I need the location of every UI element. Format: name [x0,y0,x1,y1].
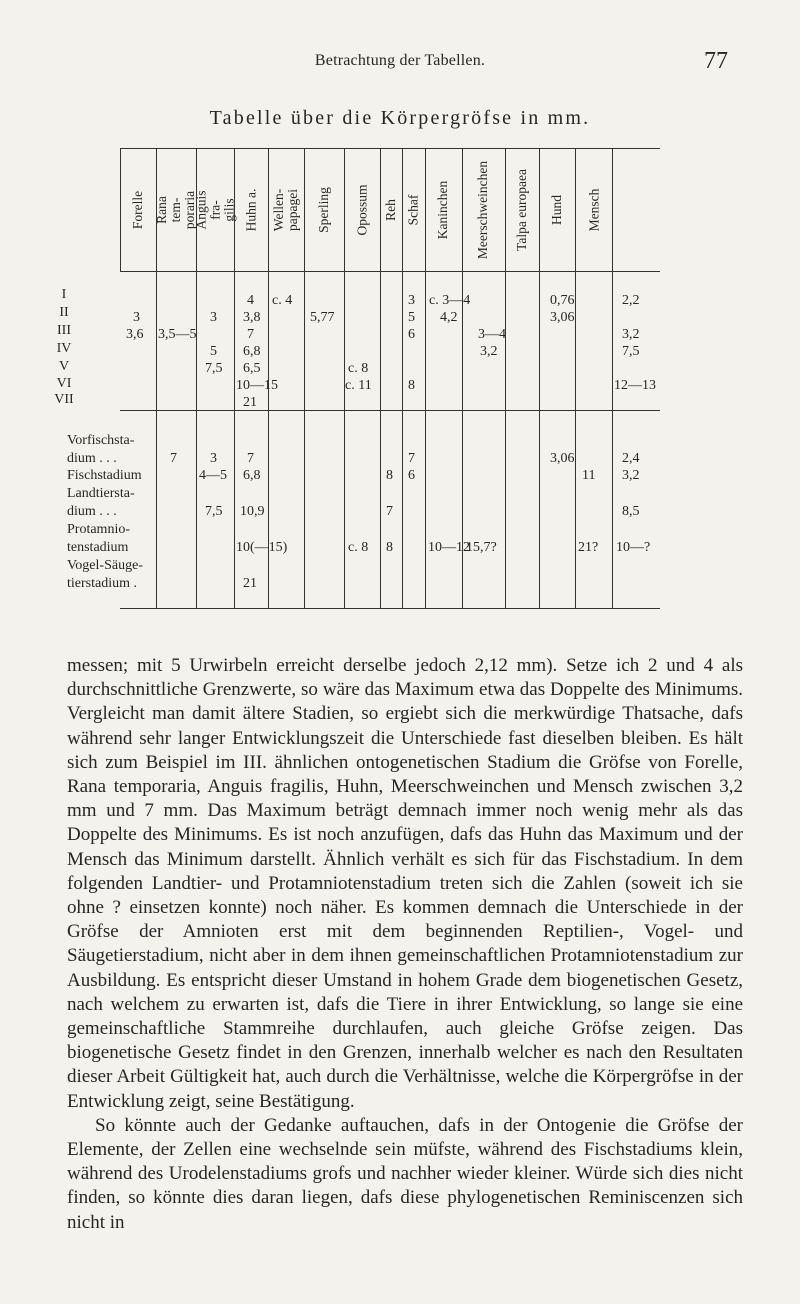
table-cell: 5 [408,310,415,325]
table-cell: 7 [247,451,254,466]
body-text [67,654,743,1235]
column-header-kaninchen: Kaninchen [435,180,451,240]
table-rule-top [120,148,660,149]
table-cell: 8 [386,468,393,483]
row-label: VII [54,392,74,407]
row-label: Fischstadium [67,468,142,483]
column-header-mensch: Mensch [586,188,601,232]
row-label: I [61,287,67,302]
table-title: Tabelle über die Körpergröfse in mm. [209,107,591,129]
table-cell: 3,5—5 [158,327,197,342]
row-label: tierstadium . [67,576,137,591]
table-cell: c. 8 [348,361,369,376]
table-rule-middle [120,410,660,411]
table-cell: 3—4 [478,327,506,342]
table-divider [575,148,576,608]
table-cell: 10,9 [240,504,265,519]
table-cell: 6,8 [243,468,261,483]
table-cell: c. 3—4 [429,293,471,308]
table-cell: 12—13 [614,378,656,393]
table-divider [304,148,305,608]
table-cell: c. 8 [348,540,369,555]
table-cell: 21? [578,540,599,555]
row-label: V [58,359,70,374]
column-header-schaf: Schaf [405,194,420,226]
table-cell: 6 [408,327,415,342]
table-cell: 10—? [616,540,651,555]
table-cell: 3,2 [622,327,640,342]
table-cell: 7 [386,504,393,519]
page-number: 77 [704,48,728,74]
column-header-sperling: Sperling [316,187,331,233]
row-label: VI [56,376,72,391]
table-cell: 10(—15) [236,540,288,555]
table-rule-header [120,271,660,272]
table-cell: c. 4 [272,293,293,308]
table-cell: 5,77 [310,310,335,325]
table-cell: 8 [408,378,415,393]
table-divider [612,148,613,608]
table-cell: 3,06 [550,451,575,466]
table-cell: 6,5 [243,361,261,376]
table-cell: 11 [582,468,596,483]
table-cell: 4 [247,293,254,308]
row-label: IV [56,341,72,356]
table-cell: 7,5 [205,504,223,519]
column-header-forelle: Forelle [130,190,145,230]
row-label: Vorfischsta- [67,433,135,448]
table-cell: 3 [408,293,415,308]
table-cell: 10—12 [428,540,470,555]
table-cell: 21 [243,395,257,410]
column-header-huhn: Huhn a. [243,188,258,232]
paragraph: So könnte auch der Gedanke auftauchen, dafs in der Ontogenie die Gröfse der Elemente, der Zellen eine wechselnde sein müfste, während des Fischstadiums klein, während des Urodelenstadiums grofs und nachher wieder kleiner. Würde sich dies nicht finden, so könnte dies daran liegen, dafs diese phylogenetischen Reminiscenzen sich nicht in [67,1114,743,1233]
table-cell: 3,2 [622,468,640,483]
table-cell: 3,06 [550,310,575,325]
paragraph: messen; mit 5 Urwirbeln erreicht derselbe jedoch 2,12 mm). Setze ich 2 und 4 als durchschnittliche Grenzwerte, so wäre das Maximum etwa das Doppelte des Minimums. Vergleicht man damit ältere Stadien, so ergiebt sich die merkwürdige Thatsache, dafs während sehr langer Entwicklungszeit die Unterschiede fast dieselben bleiben. Es hält sich zum Beispiel im III. ähnlichen ontogenetischen Stadium die Gröfse von Forelle, Rana temporaria, Anguis fragilis, Huhn, Meerschweinchen und Mensch zwischen 3,2 mm und 7 mm. Das Maximum beträgt demnach immer noch wenig mehr als das Doppelte des Minimums. Es ist noch anzufügen, dafs das Huhn das Maximum und der Mensch das Minimum darstellt. Ähnlich verhält es sich für das Fischstadium. In dem folgenden Landtier- und Protamniotenstadium treten sich die Zahlen (soweit ich sie ohne ? einsetzen konnte) noch näher. Es kommen demnach die Unterschiede in der Gröfse der Amnioten erst mit dem beginnenden Reptilien-, Vogel- und Säugetierstadium, nicht aber in dem ihnen gemeinschaftlichen Protamniotenstadium zur Ausbildung. Es entspricht dieser Umstand in hohem Grade dem biogenetischen Gesetz, nach welchem zu erwarten ist, dafs die Tiere in ihrer Entwicklung, so lange sie eine gemeinschaftliche Stammreihe durchlaufen, auch gleiche Gröfse zeigen. Das biogenetische Gesetz findet in den Grenzen, innerhalb welcher es nach den Resultaten dieser Arbeit Gültigkeit hat, auch durch die Verhältnisse, welche die Körpergröfse in der Entwicklung zeigt, seine Bestätigung. [67,655,743,1112]
row-label: III [57,323,71,338]
table-cell: 6,8 [243,344,261,359]
table-cell: 8 [386,540,393,555]
running-head-title: Betrachtung der Tabellen. [314,52,486,69]
table-cell: 6 [408,468,415,483]
table-cell: 8,5 [622,504,640,519]
row-label: dium . . . [67,451,117,466]
column-header-hund: Hund [549,195,564,225]
table-cell: 21 [243,576,257,591]
table-cell: 3,6 [126,327,144,342]
table-cell: 3 [210,451,217,466]
column-header-talpa: Talpa europaea [514,169,530,251]
table-cell: 7 [247,327,254,342]
table-cell: 4—5 [199,468,227,483]
table-cell: 3 [133,310,140,325]
table-cell: 3,8 [243,310,261,325]
row-label: Protamnio- [67,522,130,537]
table-cell: 3 [210,310,217,325]
row-label: II [59,305,69,320]
table-cell: c. 11 [345,378,372,393]
table-divider [462,148,463,608]
column-header-rana: Rana tem- poraria [154,190,198,230]
row-label: Vogel-Säuge- [67,558,143,573]
table-cell: 10—15 [236,378,278,393]
column-header-wellenpapagei: Wellen- papagei [271,188,300,232]
table-cell: 2,2 [622,293,640,308]
table-cell: 7 [408,451,415,466]
row-label: dium . . . [67,504,117,519]
table-cell: 3,2 [480,344,498,359]
table-cell: 7 [170,451,177,466]
table-cell: 2,4 [622,451,640,466]
table-cell: 7,5 [622,344,640,359]
table-cell: 0,76 [550,293,575,308]
column-header-anguis: Anguis fra- gilis [193,190,237,230]
table-cell: 5 [210,344,217,359]
table-cell: 7,5 [205,361,223,376]
row-label: Landtiersta- [67,486,135,501]
table-cell: 15,7? [466,540,497,555]
column-header-meerschweinchen: Meerschweinchen [475,160,490,260]
table-rule-bottom [120,608,660,609]
table-cell: 4,2 [440,310,458,325]
row-label: tenstadium [67,540,129,555]
running-head [0,48,800,78]
column-header-opossum: Opossum [354,184,370,236]
column-header-reh: Reh [383,199,398,221]
